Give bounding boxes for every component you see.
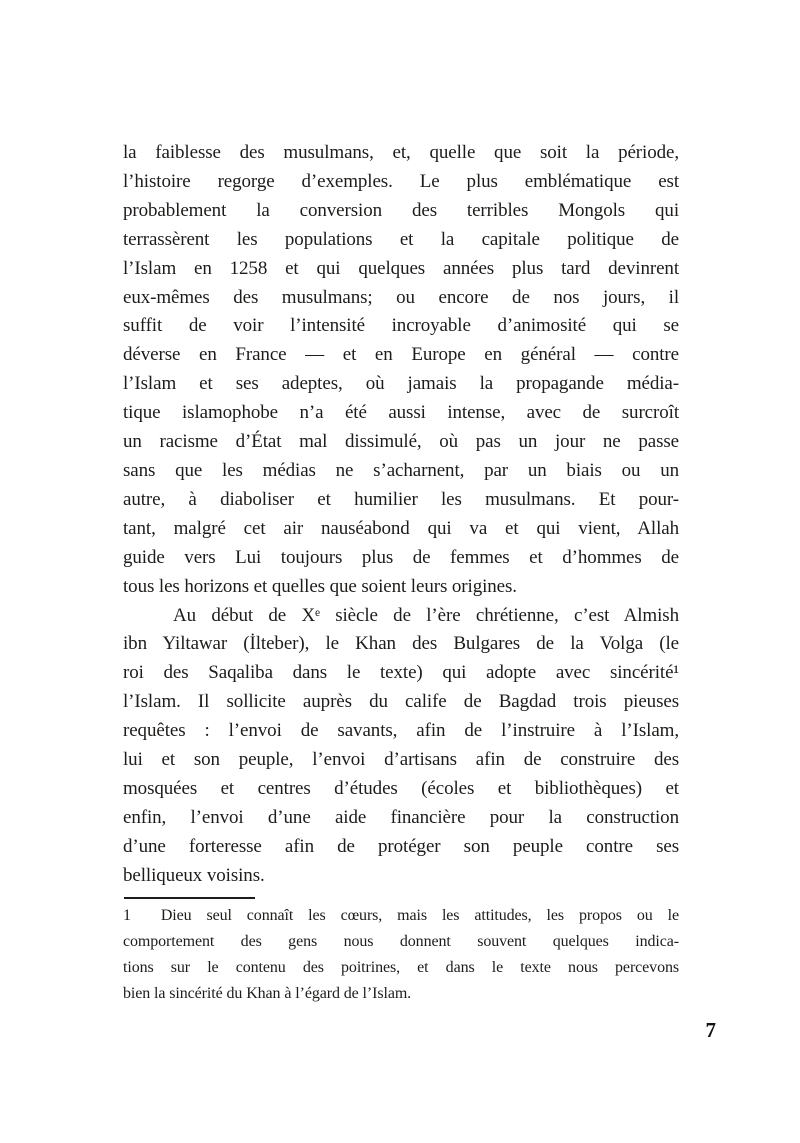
text-line: Au début de Xᵉ siècle de l’ère chrétienne, c’est Almish [173,604,679,626]
body-text [123,139,679,891]
text-line: d’une forteresse afin de protéger son peuple contre ses [123,835,679,857]
text-line: tique islamophobe n’a été aussi intense, avec de surcroît [123,402,679,424]
text-line: l’histoire regorge d’exemples. Le plus emblématique est [123,170,679,192]
paragraph-1 [123,139,679,602]
footnote-line: bien la sincérité du Khan à l’égard de l’Islam. [123,985,412,1002]
text-line: eux-mêmes des musulmans; ou encore de nos jours, il [123,286,679,308]
text-line: l’Islam et ses adeptes, où jamais la propagande média- [123,373,679,395]
text-line: tant, malgré cet air nauséabond qui va et qui vient, Allah [123,517,679,539]
text-line: autre, à diaboliser et humilier les musulmans. Et pour- [123,488,679,510]
text-line: belliqueux voisins. [123,864,265,886]
text-line: guide vers Lui toujours plus de femmes et d’hommes de [123,546,679,568]
footnote [123,903,679,1007]
text-line: lui et son peuple, l’envoi d’artisans afin de construire des [123,749,679,771]
text-line: roi des Saqaliba dans le texte) qui adopte avec sincérité¹ [123,662,679,684]
text-line: mosquées et centres d’études (écoles et bibliothèques) et [123,777,679,799]
text-line: sans que les médias ne s’acharnent, par un biais ou un [123,459,679,481]
paragraph-2 [123,602,679,891]
footnote-line: tions sur le contenu des poitrines, et dans le texte nous percevons [123,959,679,976]
text-line: tous les horizons et quelles que soient leurs origines. [123,575,517,597]
text-line: terrassèrent les populations et la capitale politique de [123,228,679,250]
footnote-line: comportement des gens nous donnent souvent quelques indica- [123,933,679,950]
text-line: l’Islam. Il sollicite auprès du calife de Bagdad trois pieuses [123,691,679,713]
footnote-rule [124,897,255,899]
text-line: déverse en France — et en Europe en général — contre [123,344,679,366]
footnote-line: 1 Dieu seul connaît les cœurs, mais les attitudes, les propos ou le [123,907,679,924]
text-line: ibn Yiltawar (İlteber), le Khan des Bulgares de la Volga (le [123,633,679,655]
text-line: requêtes : l’envoi de savants, afin de l’instruire à l’Islam, [123,720,679,742]
text-line: la faiblesse des musulmans, et, quelle que soit la période, [123,142,679,163]
page-number: 7 [705,1018,716,1042]
text-line: l’Islam en 1258 et qui quelques années plus tard devinrent [123,257,679,279]
text-line: suffit de voir l’intensité incroyable d’animosité qui se [123,315,679,337]
text-line: enfin, l’envoi d’une aide financière pour la construction [123,806,679,828]
text-line: un racisme d’État mal dissimulé, où pas un jour ne passe [123,431,679,453]
text-line: probablement la conversion des terribles Mongols qui [123,199,679,221]
